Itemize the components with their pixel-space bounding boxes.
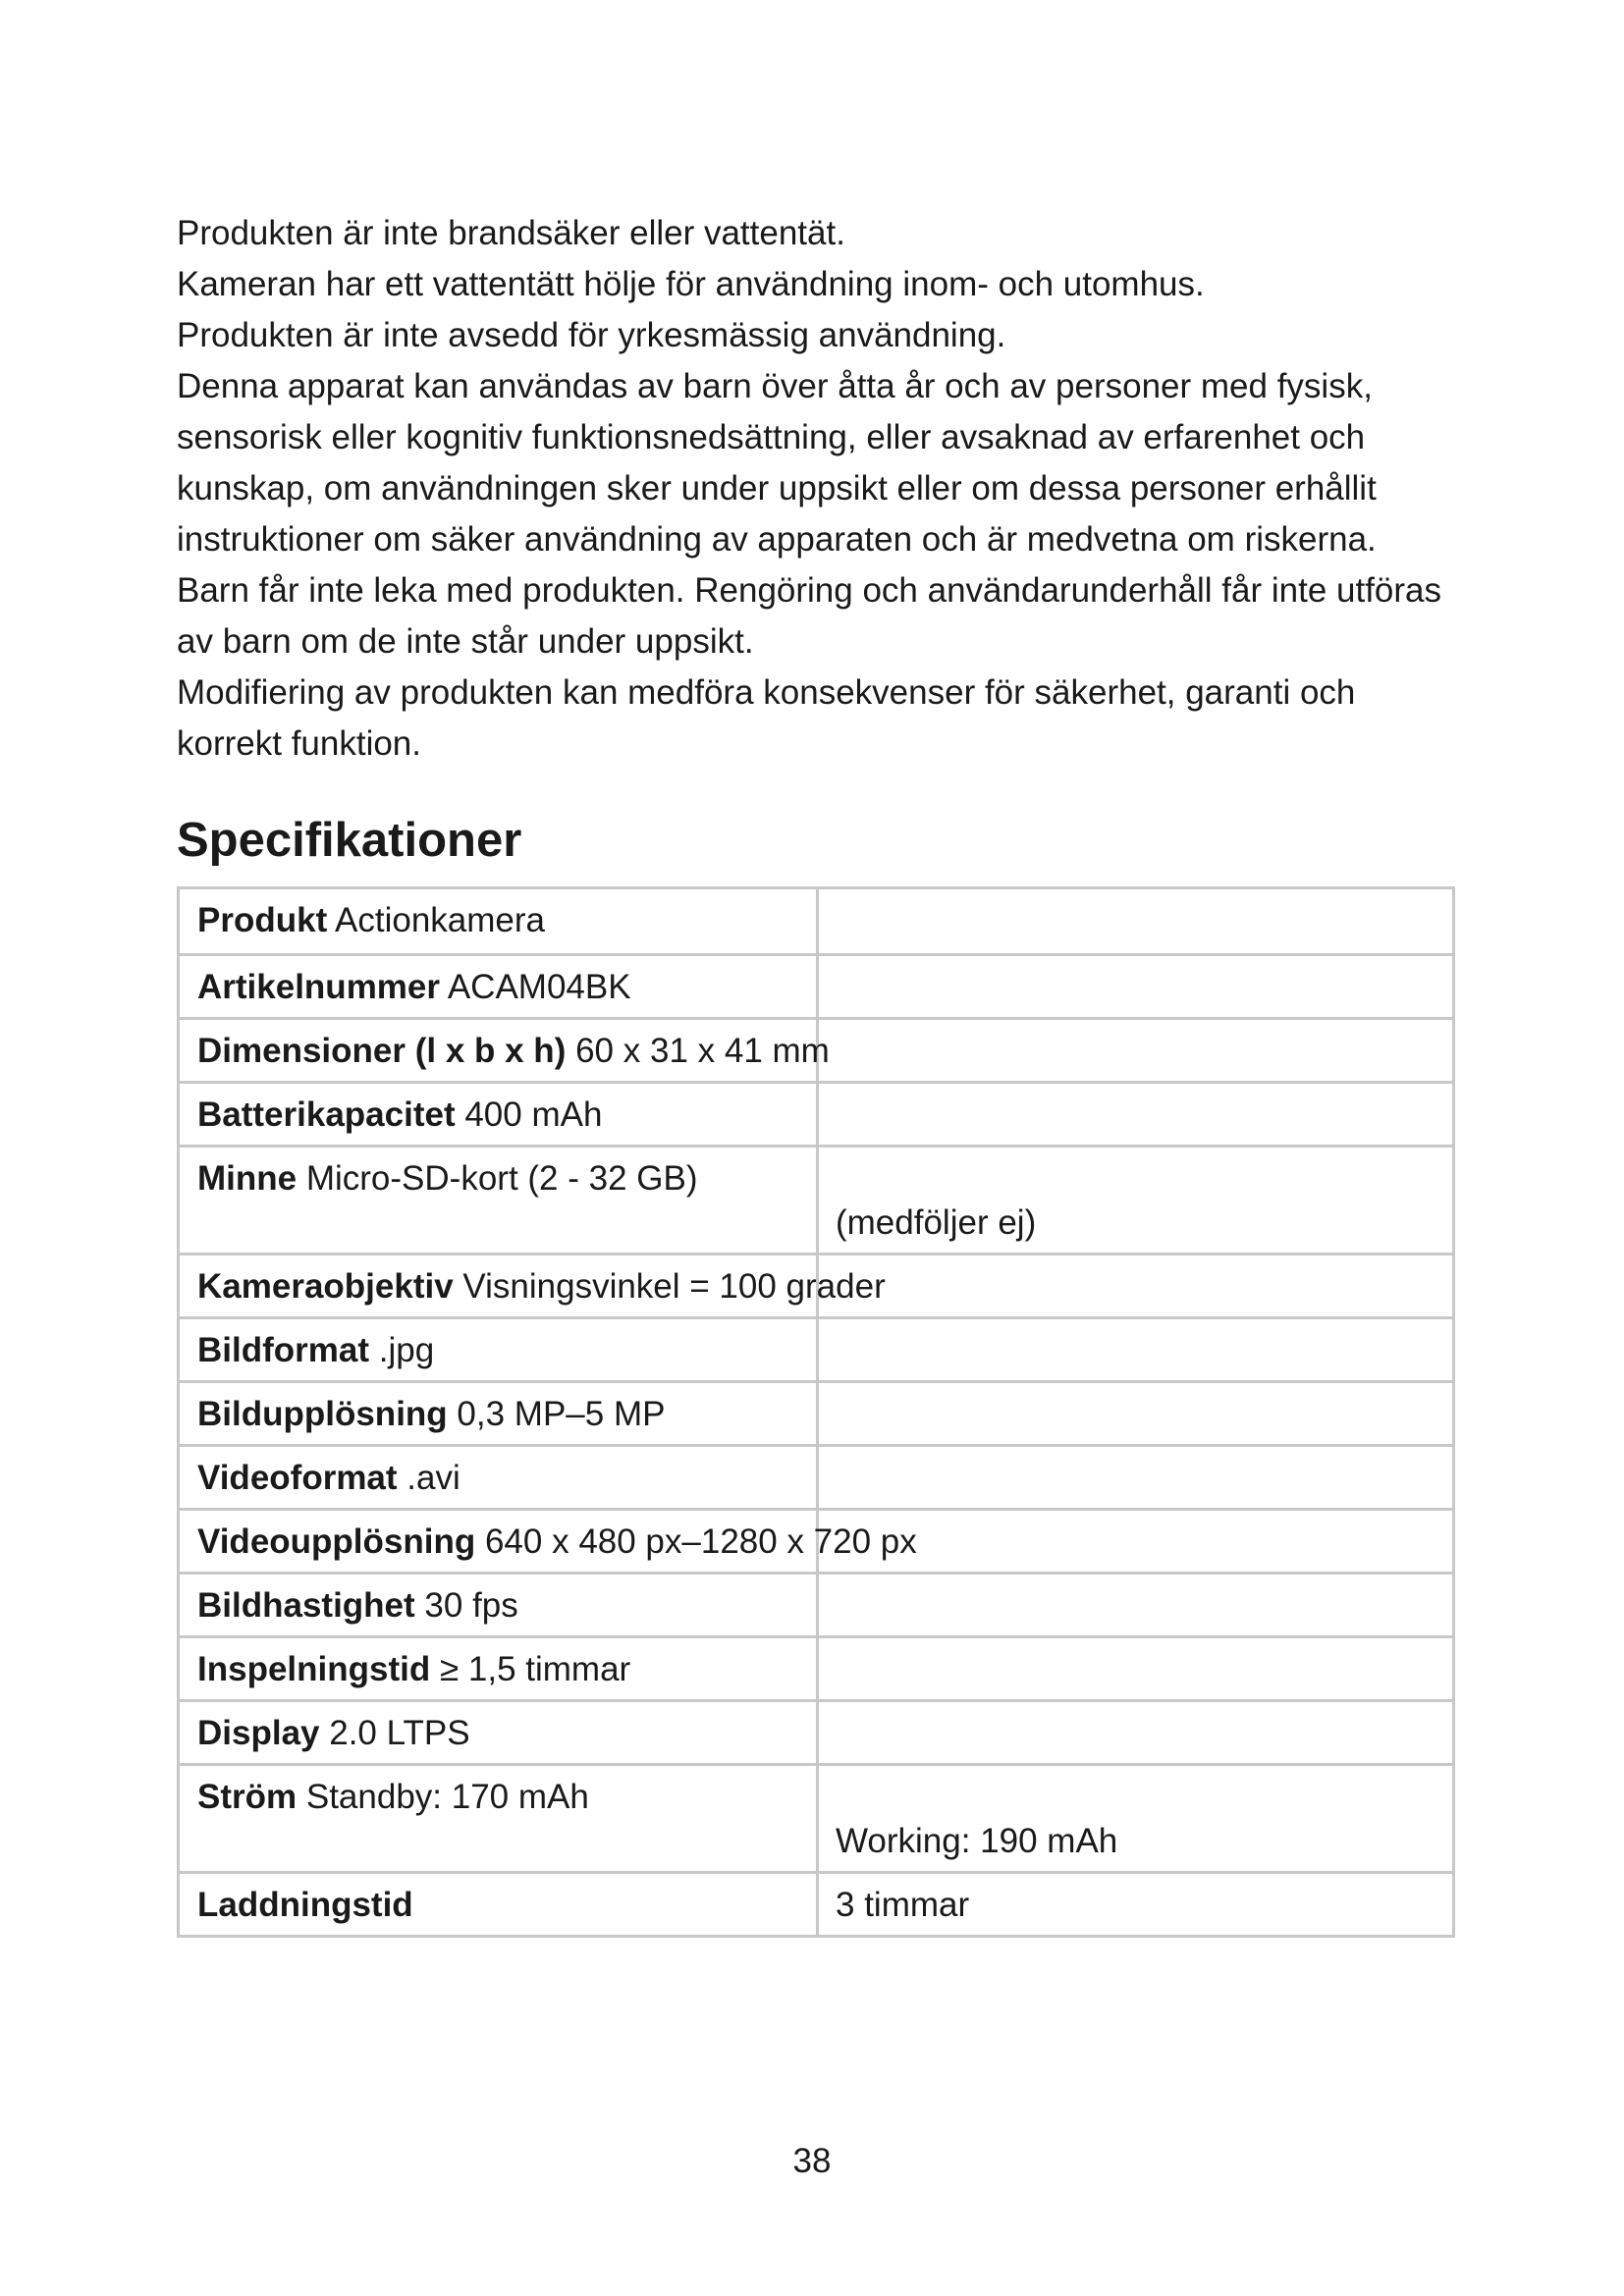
spec-key: Laddningstid [197, 1886, 413, 1924]
column-divider [816, 1766, 819, 1871]
spec-left-cell [197, 1521, 917, 1564]
spec-left-cell [197, 1776, 589, 1819]
column-divider [816, 1702, 819, 1763]
spec-value: Micro-SD-kort (2 - 32 GB) [305, 1159, 698, 1198]
spec-value: ≥ 1,5 timmar [439, 1650, 631, 1688]
spec-row [180, 1316, 1452, 1380]
spec-row [180, 1508, 1452, 1572]
spec-key: Bildformat [197, 1331, 369, 1369]
spec-row [180, 1444, 1452, 1508]
spec-value: 60 x 31 x 41 mm [575, 1032, 830, 1070]
spec-left-cell [197, 966, 631, 1009]
spec-value: 400 mAh [464, 1095, 603, 1134]
spec-left-cell [197, 1884, 413, 1927]
spec-row [180, 1572, 1452, 1635]
section-heading: Specifikationer [177, 814, 522, 867]
spec-row [180, 889, 1452, 953]
spec-right-cell: Working: 190 mAh [836, 1822, 1118, 1860]
spec-row [180, 1699, 1452, 1763]
column-divider [816, 1383, 819, 1444]
spec-left-cell [197, 1030, 830, 1073]
spec-left-cell [197, 1584, 518, 1628]
spec-value: Visningsvinkel = 100 grader [462, 1267, 886, 1306]
spec-value: .avi [406, 1459, 460, 1497]
spec-key: Dimensioner (l x b x h) [197, 1032, 567, 1070]
spec-left-cell [197, 1393, 665, 1436]
spec-right-cell: (medföljer ej) [836, 1203, 1037, 1242]
intro-text [177, 208, 1463, 770]
spec-left-cell [197, 1712, 470, 1755]
spec-key: Minne [197, 1159, 298, 1198]
column-divider [816, 1575, 819, 1635]
spec-row [180, 1380, 1452, 1444]
spec-left-cell [197, 1329, 434, 1372]
spec-left-cell [197, 899, 545, 942]
intro-paragraph: Produkten är inte avsedd för yrkesmässig användning. [177, 316, 1006, 354]
spec-table [177, 886, 1455, 1938]
spec-key: Videoformat [197, 1459, 398, 1497]
column-divider [816, 1638, 819, 1699]
spec-row [180, 1081, 1452, 1145]
spec-value: 30 fps [424, 1586, 518, 1625]
spec-value: 640 x 480 px–1280 x 720 px [484, 1522, 917, 1561]
spec-row [180, 1253, 1452, 1316]
spec-left-cell [197, 1457, 460, 1500]
spec-key: Kameraobjektiv [197, 1267, 454, 1306]
spec-key: Artikelnummer [197, 968, 441, 1006]
spec-key: Videoupplösning [197, 1522, 476, 1561]
spec-row [180, 1635, 1452, 1699]
intro-paragraph: Denna apparat kan användas av barn över åtta år och av personer med fysisk, sensorisk eller kognitiv funktionsnedsättning, eller avsaknad av erfarenhet och kunskap, om användningen sker under uppsikt eller om dessa personer erhållit instruktioner om säker användning av apparaten och är medvetna om riskerna. [177, 367, 1377, 559]
spec-key: Batterikapacitet [197, 1095, 456, 1134]
spec-key: Inspelningstid [197, 1650, 431, 1688]
spec-key: Ström [197, 1778, 298, 1816]
spec-row [180, 953, 1452, 1017]
spec-row [180, 1145, 1452, 1253]
spec-value: 0,3 MP–5 MP [457, 1395, 666, 1433]
spec-row [180, 1017, 1452, 1081]
spec-key: Bildupplösning [197, 1395, 448, 1433]
spec-value: .jpg [378, 1331, 435, 1369]
spec-left-cell [197, 1094, 602, 1137]
spec-key: Bildhastighet [197, 1586, 415, 1625]
spec-left-cell [197, 1157, 698, 1201]
spec-value: 2.0 LTPS [329, 1714, 470, 1752]
intro-paragraph: Barn får inte leka med produkten. Rengöring och användarunderhåll får inte utföras av barn om de inte står under uppsikt. [177, 571, 1442, 661]
column-divider [816, 1084, 819, 1145]
column-divider [816, 1319, 819, 1380]
column-divider [816, 1874, 819, 1935]
spec-value: ACAM04BK [447, 968, 631, 1006]
spec-row [180, 1763, 1452, 1871]
spec-left-cell [197, 1648, 630, 1691]
column-divider [816, 1447, 819, 1508]
column-divider [816, 889, 819, 953]
spec-value: Standby: 170 mAh [305, 1778, 589, 1816]
spec-row [180, 1871, 1452, 1935]
intro-paragraph: Modifiering av produkten kan medföra konsekvenser för säkerhet, garanti och korrekt funktion. [177, 673, 1356, 763]
intro-paragraph: Produkten är inte brandsäker eller vattentät. [177, 214, 845, 252]
column-divider [816, 956, 819, 1017]
spec-key: Display [197, 1714, 320, 1752]
spec-left-cell [197, 1265, 886, 1308]
page-number: 38 [792, 2142, 832, 2180]
spec-right-cell: 3 timmar [836, 1886, 970, 1924]
spec-value: Actionkamera [335, 901, 546, 939]
spec-key: Produkt [197, 901, 328, 939]
column-divider [816, 1148, 819, 1253]
intro-paragraph: Kameran har ett vattentätt hölje för användning inom- och utomhus. [177, 265, 1205, 303]
